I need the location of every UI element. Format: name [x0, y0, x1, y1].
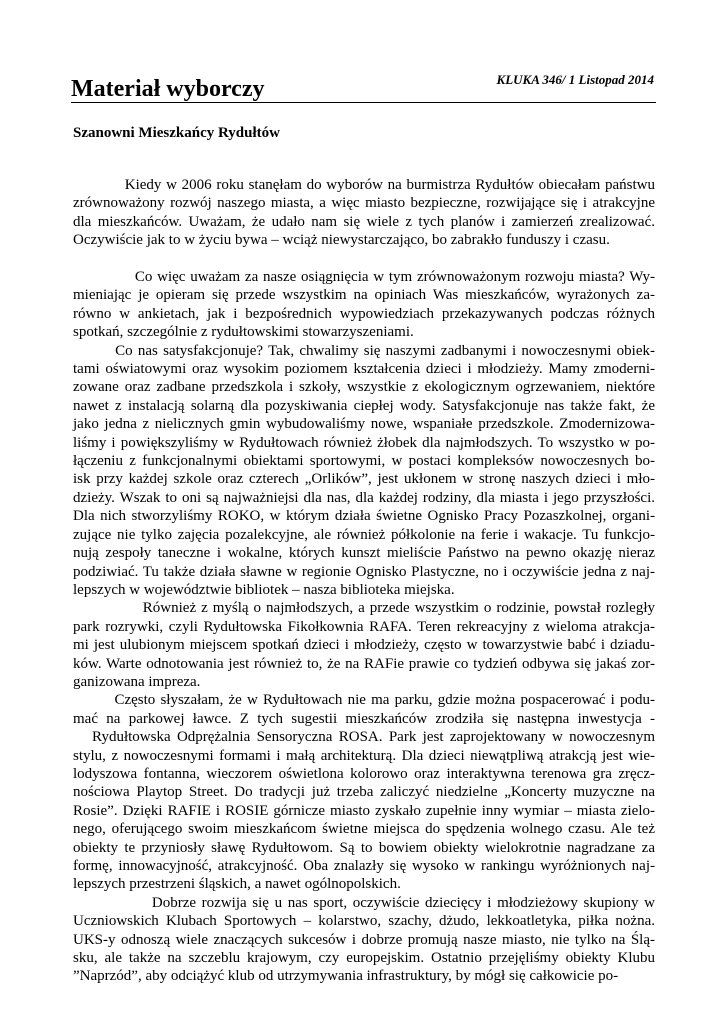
text-line: ków. Warte odnotowania jest również to, że na RAFie prawie co tydzień odbywa się jakaś zor- — [73, 655, 655, 672]
text-line: Dla nich stworzyliśmy ROKO, w którym działa świetne Ognisko Pracy Pozaszkolnej, organi- — [73, 508, 655, 525]
text-line: Rosie”. Dzięki RAFIE i ROSIE górnicze miasto zyskało zupełnie inny wymiar – miasta zielo- — [73, 802, 655, 819]
text-line: formę, innowacyjność, atrakcyjność. Oba znalazły się wysoko w rankingu wyróżnionych naj- — [73, 858, 655, 875]
text-line: park rozrywki, czyli Rydułtowska Fikołkownia RAFA. Teren rekreacyjny z wieloma atrakcja- — [73, 618, 655, 635]
paragraph — [73, 894, 655, 986]
text-line: Co nas satysfakcjonuje? Tak, chwalimy się naszymi zadbanymi i nowoczesnymi obiek- — [73, 342, 655, 359]
text-line: dla mieszkańców. Uważam, że udało nam się wiele z tych planów i zamierzeń zrealizować. — [73, 213, 655, 230]
text-line: lepszych w województwie bibliotek – nasza biblioteka miejska. — [73, 581, 455, 598]
paragraph — [73, 342, 655, 600]
text-line: mać na parkowej ławce. Z tych sugestii mieszkańców zrodziła się następna inwestycja - — [73, 710, 655, 727]
document-title: Materiał wyborczy — [71, 76, 265, 102]
text-line: ganizowana impreza. — [73, 673, 201, 690]
text-line: isk przy każdej szkole oraz czterech „Orlików”, jest ukłonem w stronę naszych dzieci i mło- — [73, 471, 655, 488]
paragraph — [73, 599, 655, 691]
text-line: stylu, z nowoczesnymi formami i małą architekturą. Dla dzieci niewątpliwą atrakcją jest wie- — [73, 747, 655, 764]
text-line: lepszych przestrzeni śląskich, a nawet ogólnopolskich. — [73, 876, 401, 893]
text-line: Co więc uważam za nasze osiągnięcia w tym zrównoważonym rozwoju miasta? Wy- — [73, 269, 655, 286]
text-line: spotkań, szczególnie z rydułtowskimi stowarzyszeniami. — [73, 324, 414, 341]
salutation: Szanowni Mieszkańcy Rydułtów — [73, 125, 280, 141]
letter-body — [73, 176, 655, 986]
text-line: Oczywiście jak to w życiu bywa – wciąż niewystarczająco, bo zabrakło funduszy i czasu. — [73, 232, 610, 249]
text-line: Również z myślą o najmłodszych, a przede wszystkim o rodzinie, powstał rozległy — [73, 600, 655, 617]
text-line: zowane oraz zadbane przedszkola i szkoły, wszystkie z ekologicznym ogrzewaniem, niektóre — [73, 379, 655, 396]
text-line: mieniając je opieram się przede wszystkim na opiniach Was mieszkańców, wyrażonych za- — [73, 287, 655, 304]
text-line: Często słyszałam, że w Rydułtowach nie ma parku, gdzie można pospacerować i podu- — [73, 692, 655, 709]
text-line: zujące nie tylko zajęcia pozalekcyjne, ale również półkolonie na ferie i wakacje. Tu funkcjo- — [73, 526, 655, 543]
text-line: liśmy i powiększyliśmy w Rydułtowach również żłobek dla najmłodszych. To wszystko w po- — [73, 434, 655, 451]
text-line: UKS-y odnoszą wiele znaczących sukcesów i dobrze promują nasze miasto, nie tylko na Ślą- — [73, 931, 655, 948]
text-line: ”Naprzód”, aby odciążyć klub od utrzymywania infrastruktury, by mógł się całkowicie po- — [73, 968, 619, 985]
issue-info: KLUKA 346/ 1 Listopad 2014 — [496, 72, 654, 87]
text-line: nościowa Playtop Street. Do tradycji już trzeba zaliczyć niedzielne „Koncerty muzyczne na — [73, 784, 655, 801]
text-line: obiekty te przyniosły sławę Rydułtowom. Są to bowiem obiekty wielokrotnie nagradzane za — [73, 839, 655, 856]
text-line: Uczniowskich Klubach Sportowych – kolarstwo, szachy, dżudo, lekkoatletyka, piłka nożna. — [73, 913, 655, 930]
text-line: równo w ankietach, jak i bezpośrednich wypowiedziach przekazywanych podczas różnych — [73, 305, 655, 322]
text-line: zrównoważony rozwój naszego miasta, a więc miasto bezpieczne, rozwijające się i atrakcyjne — [73, 195, 655, 212]
text-line: nują zespoły taneczne i wokalne, których kunszt mieliście Państwo na pewno okazję nieraz — [73, 545, 655, 562]
text-line: nego, oferującego swoim mieszkańcom świetne miejsca do spędzenia wolnego czasu. Ale też — [73, 821, 655, 838]
paragraph — [73, 176, 655, 250]
text-line: jako jedna z nielicznych gmin wybudowaliśmy nowe, wspaniałe przedszkole. Zmodernizowa- — [73, 416, 655, 433]
text-line: Rydułtowska Odprężalnia Sensoryczna ROSA. Park jest zaprojektowany w nowoczesnym — [73, 729, 655, 746]
paragraph-gap — [73, 250, 655, 268]
text-line: tami oświatowymi oraz wysokim poziomem kształcenia dzieci i młodzieży. Mamy zmoderni- — [73, 361, 655, 378]
text-line: Kiedy w 2006 roku stanęłam do wyborów na burmistrza Rydułtów obiecałam państwu — [73, 177, 655, 193]
document-header — [71, 66, 656, 103]
text-line: podziwiać. Tu także działa sławne w regionie Ognisko Plastyczne, no i oczywiście jedna z naj- — [73, 563, 655, 580]
text-line: mi jest ulubionym miejscem spotkań dzieci i młodzieży, często w towarzystwie babć i dziadu- — [73, 637, 655, 654]
text-line: łączeniu z funkcjonalnymi obiektami sportowymi, w postaci kompleksów nowoczesnych bo- — [73, 453, 655, 470]
paragraph — [73, 691, 655, 893]
text-line: lodyszowa fontanna, wieczorem oświetlona kolorowo oraz interaktywna terenowa gra zręcz- — [73, 765, 655, 782]
text-line: sku, ale także na szczeblu krajowym, czy europejskim. Ostatnio przejęliśmy obiekty Klubu — [73, 950, 655, 967]
text-line: Dobrze rozwija się u nas sport, oczywiście dziecięcy i młodzieżowy skupiony w — [73, 894, 655, 911]
text-line: nawet z instalacją solarną dla pozyskiwania ciepłej wody. Satysfakcjonuje nas także fakt, że — [73, 397, 655, 414]
text-line: dzieży. Wszak to oni są najważniejsi dla nas, dla każdej rodziny, dla miasta i jego przyszłości. — [73, 489, 655, 506]
paragraph — [73, 268, 655, 342]
